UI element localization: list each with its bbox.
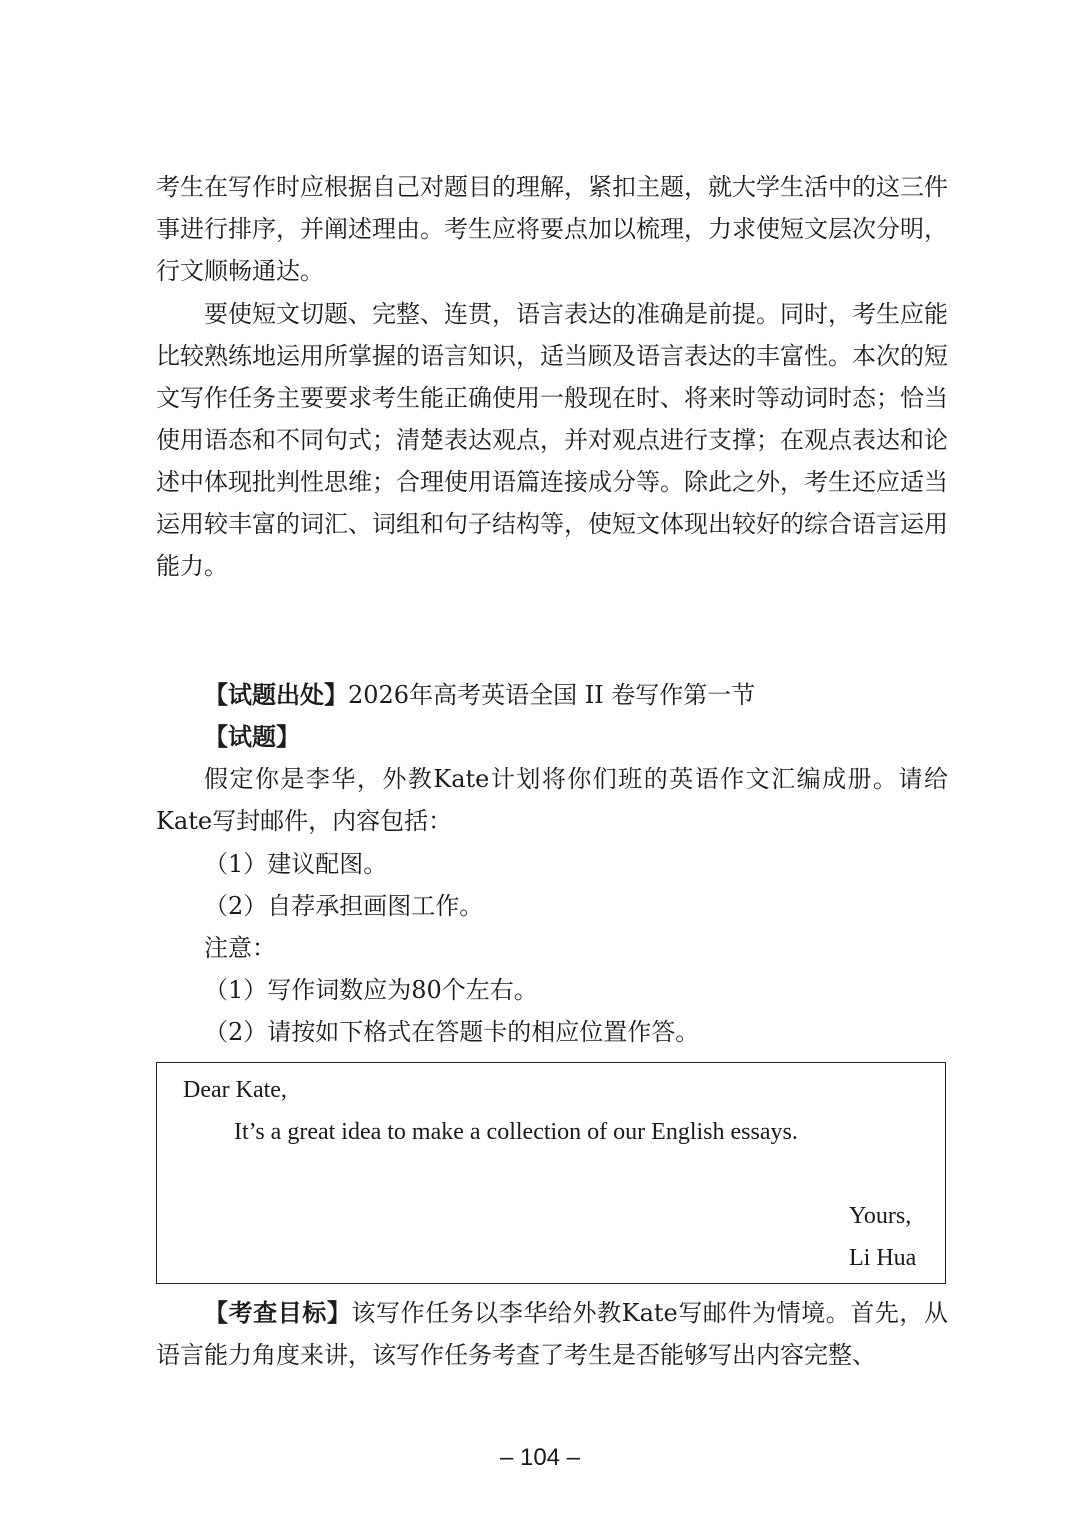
objective-paragraph xyxy=(156,1292,948,1376)
source-label: 【试题出处】 xyxy=(204,680,348,709)
notes-label: 注意： xyxy=(204,934,276,962)
letter-signature: Li Hua xyxy=(849,1245,917,1271)
source-line xyxy=(204,674,755,716)
intro-paragraph-1: 考生在写作时应根据自己对题目的理解，紧扣主题，就大学生活中的这三件事进行排序，并阐述理由。考生应将要点加以梳理，力求使短文层次分明，行文顺畅通达。 xyxy=(156,173,948,285)
question-prompt: 假定你是李华，外教Kate计划将你们班的英语作文汇编成册。请给Kate写封邮件，内容包括： xyxy=(156,765,948,835)
page-number: – 104 – xyxy=(499,1444,581,1471)
objective-text: 该写作任务以李华给外教Kate写邮件为情境。首先，从语言能力角度来讲，该写作任务考查了考生是否能够写出内容完整、 xyxy=(156,1299,949,1369)
question-heading: 【试题】 xyxy=(204,722,300,751)
question-item-1: （1）建议配图。 xyxy=(204,850,388,878)
objective-label: 【考查目标】 xyxy=(204,1298,352,1327)
note-item-2: （2）请按如下格式在答题卡的相应位置作答。 xyxy=(204,1018,700,1046)
letter-salutation: Dear Kate, xyxy=(183,1077,287,1103)
letter-closing: Yours, xyxy=(849,1203,912,1229)
intro-paragraph-2: 要使短文切题、完整、连贯，语言表达的准确是前提。同时，考生应能比较熟练地运用所掌握的语言知识，适当顾及语言表达的丰富性。本次的短文写作任务主要要求考生能正确使用一般现在时、将来时等动词时态；恰当使用语态和不同句式；清楚表达观点，并对观点进行支撑；在观点表达和论述中体现批判性思维；合理使用语篇连接成分等。除此之外，考生还应适当运用较丰富的词汇、词组和句子结构等，使短文体现出较好的综合语言运用能力。 xyxy=(156,300,948,580)
note-item-1: （1）写作词数应为80个左右。 xyxy=(204,976,538,1004)
letter-format-box xyxy=(156,1062,946,1284)
letter-opening: It’s a great idea to make a collection of our English essays. xyxy=(234,1119,798,1145)
question-item-2: （2）自荐承担画图工作。 xyxy=(204,892,484,920)
source-text: 2026年高考英语全国 II 卷写作第一节 xyxy=(348,681,756,709)
